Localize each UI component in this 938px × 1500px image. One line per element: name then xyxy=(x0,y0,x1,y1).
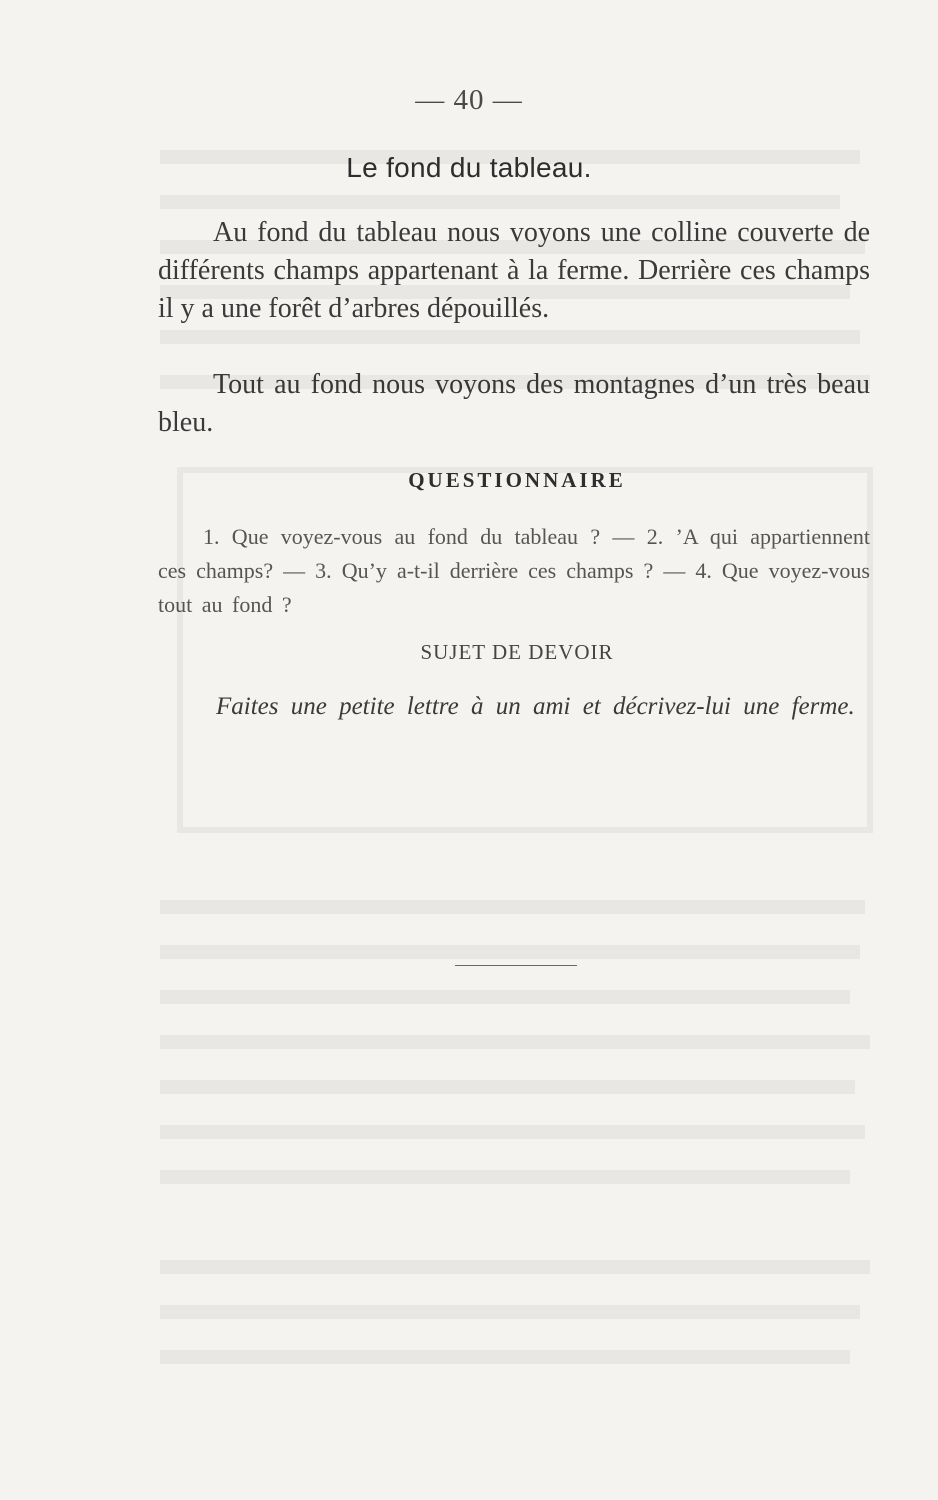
paragraph-text: Tout au fond nous voyons des montagnes d’un très beau bleu. xyxy=(158,369,870,438)
page-number: — 40 — xyxy=(415,84,523,116)
end-rule-divider xyxy=(455,965,577,966)
body-paragraph-1 xyxy=(158,214,870,328)
section-title: Le fond du tableau. xyxy=(346,152,592,183)
body-paragraph-2 xyxy=(158,366,870,442)
paragraph-text: Au fond du tableau nous voyons une colline couverte de différents champs appartenant à la ferme. Derrière ces champs il y a une forêt d’arbres dépouillés. xyxy=(158,217,870,324)
questionnaire-questions: 1. Que voyez-vous au fond du tableau ? — 2. ’A qui appartiennent ces champs? — 3. Qu’y a-t-il derrière ces champs ? — 4. Que voyez-vous tout au fond ? xyxy=(158,524,870,617)
devoir-text: Faites une petite lettre à un ami et décrivez-lui une ferme. xyxy=(216,693,855,720)
bleed-through-texture xyxy=(160,140,880,1400)
devoir-heading: SUJET DE DEVOIR xyxy=(420,640,614,664)
questionnaire-heading: QUESTIONNAIRE xyxy=(408,468,626,492)
